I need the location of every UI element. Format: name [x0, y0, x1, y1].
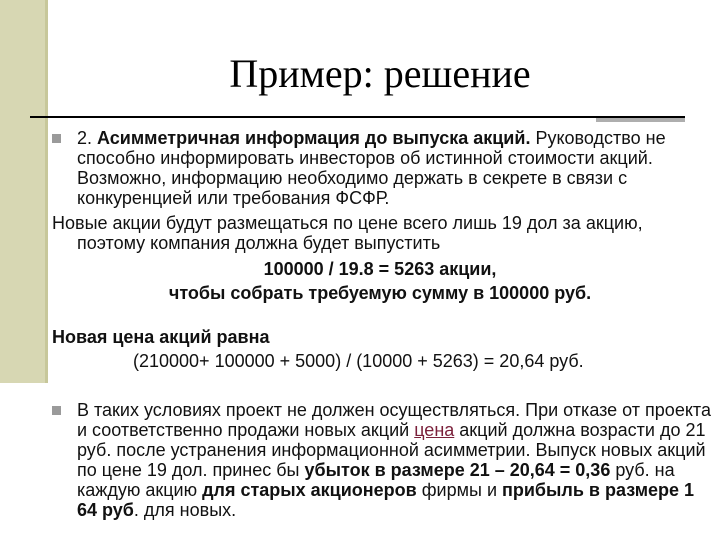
shares-formula-note: чтобы собрать требуемую сумму в 100000 руб.: [168, 283, 592, 303]
bullet-icon: [52, 406, 61, 415]
old-shareholders: для старых акционеров: [202, 480, 417, 500]
bullet-icon: [52, 134, 61, 143]
profit-amount: прибыль в размере 1 64 руб: [77, 480, 695, 520]
shares-formula: 100000 / 19.8 = 5263 акции,: [263, 259, 497, 279]
new-price-formula: (210000+ 100000 + 5000) / (10000 + 5263) = 20,64 руб.: [133, 351, 584, 371]
item-number: 2.: [77, 128, 98, 148]
conclusion-text: фирмы и: [416, 480, 502, 500]
conclusion-text: В таких условиях проект не должен осуществляться. При отказе от проекта и соответственно продажи новых акций: [77, 400, 711, 440]
title-underline: [30, 116, 685, 118]
slide-title: Пример: решение: [229, 51, 531, 96]
item-heading: Асимметричная информация до выпуска акций.: [97, 128, 531, 148]
conclusion-text: акций должна возрасти до 21 руб. после устранения информационной асимметрии. Выпуск новых акций по цене 19 дол. принес бы: [77, 420, 706, 480]
conclusion-text: руб. на каждую акцию: [77, 460, 675, 500]
conclusion-text: . для новых.: [133, 500, 237, 520]
paragraph-asymmetric-info: [77, 128, 717, 208]
new-price-label: Новая цена акций равна: [52, 327, 270, 347]
loss-amount: убыток в размере 21 – 20,64 = 0,36: [304, 460, 611, 480]
paragraph-conclusion: [77, 400, 717, 520]
price-link[interactable]: цена: [414, 420, 455, 440]
title-underline-accent: [596, 118, 685, 122]
new-shares-line-2: поэтому компания должна будет выпустить: [77, 233, 441, 253]
item-body: Руководство не способно информировать инвесторов об истинной стоимости акций. Возможно, информацию необходимо держать в секрете в связи с конкуренцией или требования ФСФР.: [77, 128, 666, 208]
new-shares-line: Новые акции будут размещаться по цене всего лишь 19 дол за акцию,: [52, 213, 643, 233]
